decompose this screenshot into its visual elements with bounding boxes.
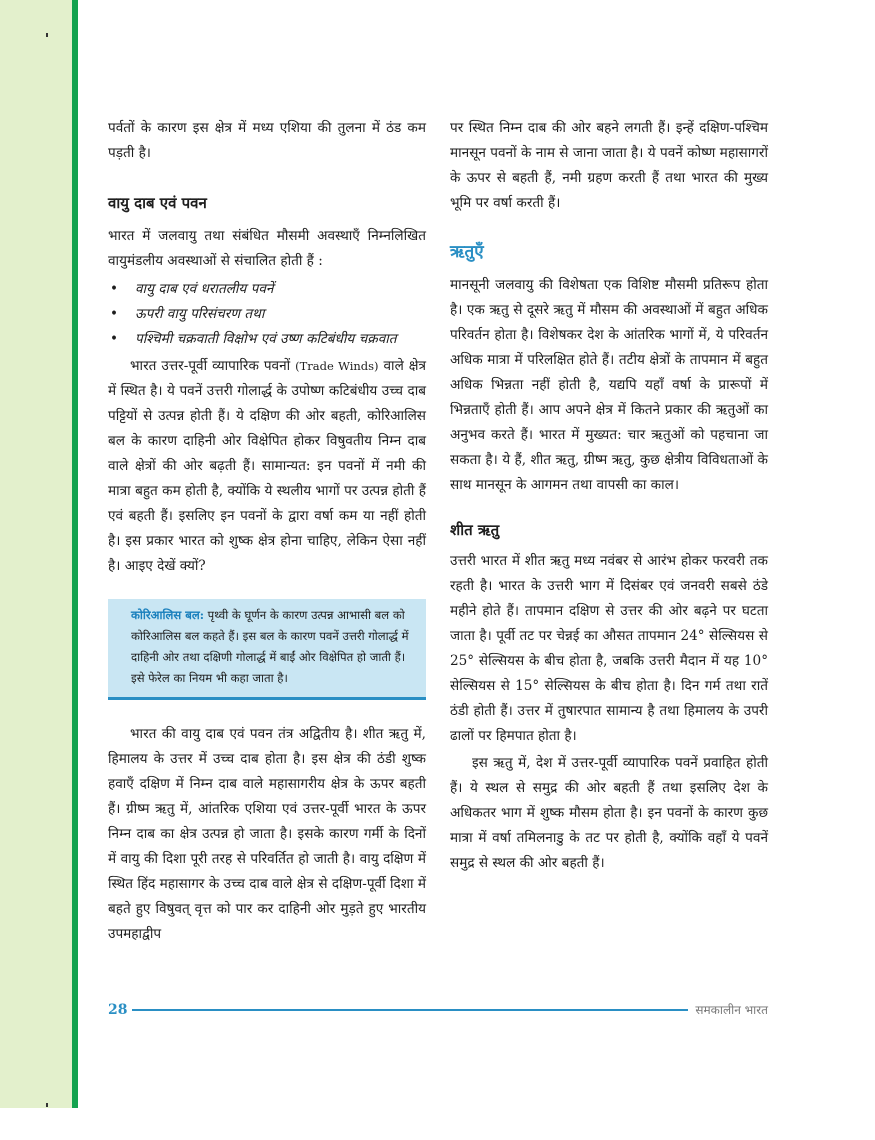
page-number: 28	[108, 1002, 128, 1018]
list-item: • पश्चिमी चक्रवाती विक्षोभ एवं उष्ण कटिबंधीय चक्रवात	[108, 327, 426, 352]
note-text: पृथ्वी के घूर्णन के कारण उत्पन्न आभासी बल को कोरिआलिस बल कहते हैं। इस बल के कारण पवनें उत्तरी गोलार्द्ध में दाहिनी ओर तथा दक्षिणी गोलार्द्ध में बाईं ओर विक्षेपित हो जाती हैं। इसे फेरेल का नियम भी कहा जाता है।	[131, 608, 409, 685]
intro-paragraph: पर्वतों के कारण इस क्षेत्र में मध्य एशिया की तुलना में ठंड कम पड़ती है।	[108, 120, 426, 161]
coriolis-note-box	[108, 599, 426, 700]
bullet-marker: •	[110, 281, 119, 297]
heading-winter: शीत ऋतु	[450, 521, 500, 539]
conditions-list	[108, 277, 426, 352]
crop-mark-bottom	[46, 1103, 48, 1107]
pressure-intro-paragraph: भारत में जलवायु तथा संबंधित मौसमी अवस्थाएँ निम्नलिखित वायुमंडलीय अवस्थाओं से संचालित होती हैं :	[108, 228, 426, 269]
right-column	[450, 116, 768, 876]
trade-winds-english-term: (Trade Winds)	[295, 359, 379, 373]
list-item: • वायु दाब एवं धरातलीय पवनें	[108, 277, 426, 302]
trade-winds-paragraph: भारत उत्तर-पूर्वी व्यापारिक पवनों (Trade Winds) वाले क्षेत्र में स्थित है। ये पवनें उत्तरी गोलार्द्ध के उपोष्ण कटिबंधीय उच्च दाब पट्टियों से उत्पन्न होती हैं। ये दक्षिण की ओर बहती, कोरिआलिस बल के कारण दाहिनी ओर विक्षेपित होकर विषुवतीय निम्न दाब वाले क्षेत्रों की ओर बढ़ती हैं। सामान्यत: इन पवनों में नमी की मात्रा बहुत कम होती है, क्योंकि ये स्थलीय भागों पर उत्पन्न होती हैं एवं बहती हैं। इसलिए इन पवनों के द्वारा वर्षा कम या नहीं होती है। इस प्रकार भारत को शुष्क क्षेत्र होना चाहिए, लेकिन ऐसा नहीं है। आइए देखें क्यों?	[108, 358, 426, 574]
winter-winds-paragraph: इस ऋतु में, देश में उत्तर-पूर्वी व्यापारिक पवनें प्रवाहित होती हैं। ये स्थल से समुद्र की ओर बहती हैं तथा इसलिए देश के अधिकतर भाग में शुष्क मौसम होता है। इन पवनों के कारण कुछ मात्रा में वर्षा तमिलनाडु के तट पर होती है, क्योंकि वहाँ ये पवनें समुद्र से स्थल की ओर बहती हैं।	[450, 755, 768, 871]
seasons-paragraph: मानसूनी जलवायु की विशेषता एक विशिष्ट मौसमी प्रतिरूप होता है। एक ऋतु से दूसरे ऋतु में मौसम की अवस्थाओं में बहुत अधिक परिवर्तन होता है। विशेषकर देश के आंतरिक भागों में, ये परिवर्तन अधिक मात्रा में परिलक्षित होते हैं। तटीय क्षेत्रों के तापमान में बहुत अधिक भिन्नता नहीं होती है, यद्यपि यहाँ वर्षा के प्रारूपों में भिन्नताएँ होती हैं। आप अपने क्षेत्र में कितने प्रकार की ऋतुओं का अनुभव करते हैं। भारत में मुख्यत: चार ऋतुओं को पहचाना जा सकता है। ये हैं, शीत ऋतु, ग्रीष्म ऋतु, कुछ क्षेत्रीय विविधताओं के साथ मानसून के आगमन तथा वापसी का काल।	[450, 277, 768, 493]
winter-paragraph: उत्तरी भारत में शीत ऋतु मध्य नवंबर से आरंभ होकर फरवरी तक रहती है। भारत के उत्तरी भाग में दिसंबर एवं जनवरी सबसे ठंडे महीने होते हैं। तापमान दक्षिण से उत्तर की ओर बढ़ने पर घटता जाता है। पूर्वी तट पर चेन्नई का औसत तापमान 24° सेल्सियस से 25° सेल्सियस के बीच होता है, जबकि उत्तरी मैदान में यह 10° सेल्सियस से 15° सेल्सियस के बीच होता है। दिन गर्म तथा रातें ठंडी होती हैं। उत्तर में तुषारपात सामान्य है तथा हिमालय के उपरी ढालों पर हिमपात होता है।	[450, 553, 768, 744]
footer-rule	[132, 1009, 688, 1011]
left-column	[108, 116, 426, 947]
heading-pressure-winds: वायु दाब एवं पवन	[108, 194, 207, 212]
pressure-system-paragraph: भारत की वायु दाब एवं पवन तंत्र अद्वितीय है। शीत ऋतु में, हिमालय के उत्तर में उच्च दाब होता है। इस क्षेत्र की ठंडी शुष्क हवाएँ दक्षिण में निम्न दाब वाले महासागरीय क्षेत्र के ऊपर बहती हैं। ग्रीष्म ऋतु में, आंतरिक एशिया एवं उत्तर-पूर्वी भारत के ऊपर निम्न दाब का क्षेत्र उत्पन्न हो जाता है। इसके कारण गर्मी के दिनों में वायु की दिशा पूरी तरह से परिवर्तित हो जाती है। वायु दक्षिण में स्थित हिंद महासागर के उच्च दाब वाले क्षेत्र से दक्षिण-पूर्वी दिशा में बहते हुए विषुवत् वृत्त को पार कर दाहिनी ओर मुड़ते हुए भारतीय उपमहाद्वीप	[108, 726, 426, 942]
bullet-marker: •	[110, 331, 119, 347]
page-footer	[108, 1000, 768, 1020]
margin-rule	[72, 0, 78, 1108]
book-title: समकालीन भारत	[695, 1003, 768, 1017]
list-item: • ऊपरी वायु परिसंचरण तथा	[108, 302, 426, 327]
margin-band	[0, 0, 72, 1108]
bullet-marker: •	[110, 306, 119, 322]
note-title: कोरिआलिस बल:	[131, 608, 204, 622]
heading-seasons: ऋतुएँ	[450, 242, 484, 262]
crop-mark-top	[46, 33, 48, 37]
monsoon-continuation-paragraph: पर स्थित निम्न दाब की ओर बहने लगती हैं। इन्हें दक्षिण-पश्चिम मानसून पवनों के नाम से जाना जाता है। ये पवनें कोष्ण महासागरों के ऊपर से बहती हैं, नमी ग्रहण करती हैं तथा भारत की मुख्य भूमि पर वर्षा करती हैं।	[450, 120, 768, 211]
